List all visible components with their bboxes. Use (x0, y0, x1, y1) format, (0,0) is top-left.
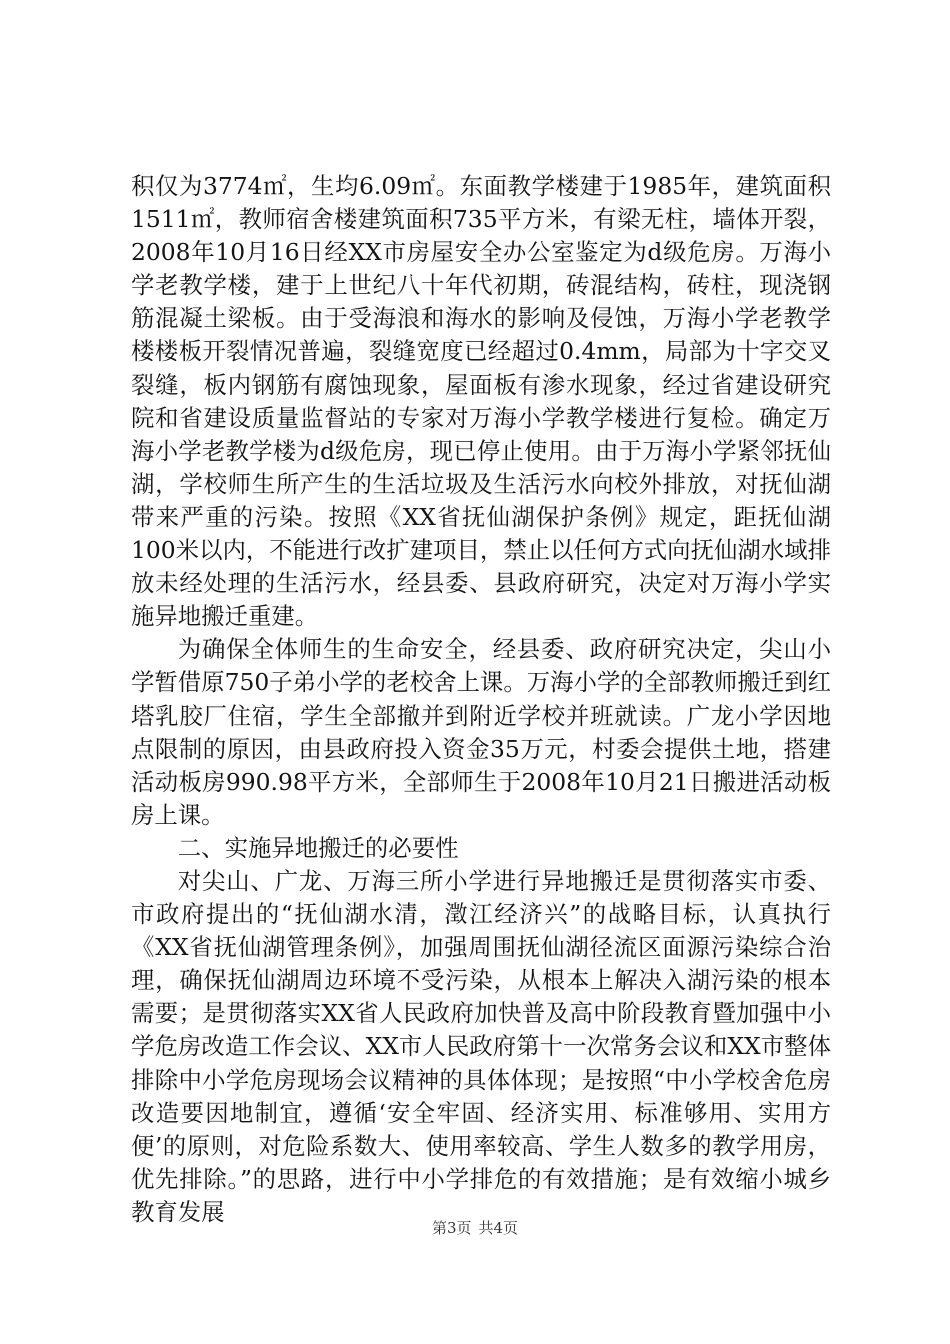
paragraph-building-condition: 积仅为3774㎡，生均6.09㎡。东面教学楼建于1985年，建筑面积1511㎡，教师宿舍楼建筑面积735平方米，有梁无柱，墙体开裂，2008年10月16日经XX市房屋安全办公室鉴定为d级危房。万海小学老教学楼，建于上世纪八十年代初期，砖混结构，砖柱，现浇钢筋混凝土梁板。由于受海浪和海水的影响及侵蚀，万海小学老教学楼楼板开裂情况普遍，裂缝宽度已经超过0.4mm，局部为十字交叉裂缝，板内钢筋有腐蚀现象，屋面板有渗水现象，经过省建设研究院和省建设质量监督站的专家对万海小学教学楼进行复检。确定万海小学老教学楼为d级危房，现已停止使用。由于万海小学紧邻抚仙湖，学校师生所产生的生活垃圾及生活污水向校外排放，对抚仙湖带来严重的污染。按照《XX省抚仙湖保护条例》规定，距抚仙湖100米以内，不能进行改扩建项目，禁止以任何方式向抚仙湖水域排放未经处理的生活污水，经县委、县政府研究，决定对万海小学实施异地搬迁重建。 (131, 172, 831, 631)
paragraph-temporary-arrangement: 为确保全体师生的生命安全，经县委、政府研究决定，尖山小学暂借原750子弟小学的老校舍上课。万海小学的全部教师搬迁到红塔乳胶厂住宿，学生全部撤并到附近学校并班就读。广龙小学因地点限制的原因，由县政府投入资金35万元，村委会提供土地，搭建活动板房990.98平方米，全部师生于2008年10月21日搬进活动板房上课。 (131, 635, 831, 829)
page-total: 共4页 (478, 1219, 519, 1237)
page-number: 第3页 (431, 1219, 472, 1237)
section-heading-necessity: 二、实施异地搬迁的必要性 (177, 833, 459, 862)
document-body (131, 170, 831, 1229)
page-footer (0, 1217, 950, 1238)
paragraph-necessity: 对尖山、广龙、万海三所小学进行异地搬迁是贯彻落实市委、市政府提出的“抚仙湖水清，澂江经济兴”的战略目标，认真执行《XX省抚仙湖管理条例》，加强周围抚仙湖径流区面源污染综合治理，确保抚仙湖周边环境不受污染，从根本上解决入湖污染的根本需要；是贯彻落实XX省人民政府加快普及高中阶段教育暨加强中小学危房改造工作会议、XX市人民政府第十一次常务会议和XX市整体排除中小学危房现场会议精神的具体体现；是按照“中小学校舍危房改造要因地制宜，遵循‘安全牢固、经济实用、标准够用、实用方便’的原则，对危险系数大、使用率较高、学生人数多的教学用房，优先排除。”的思路，进行中小学排危的有效措施；是有效缩小城乡教育发展 (131, 866, 831, 1226)
